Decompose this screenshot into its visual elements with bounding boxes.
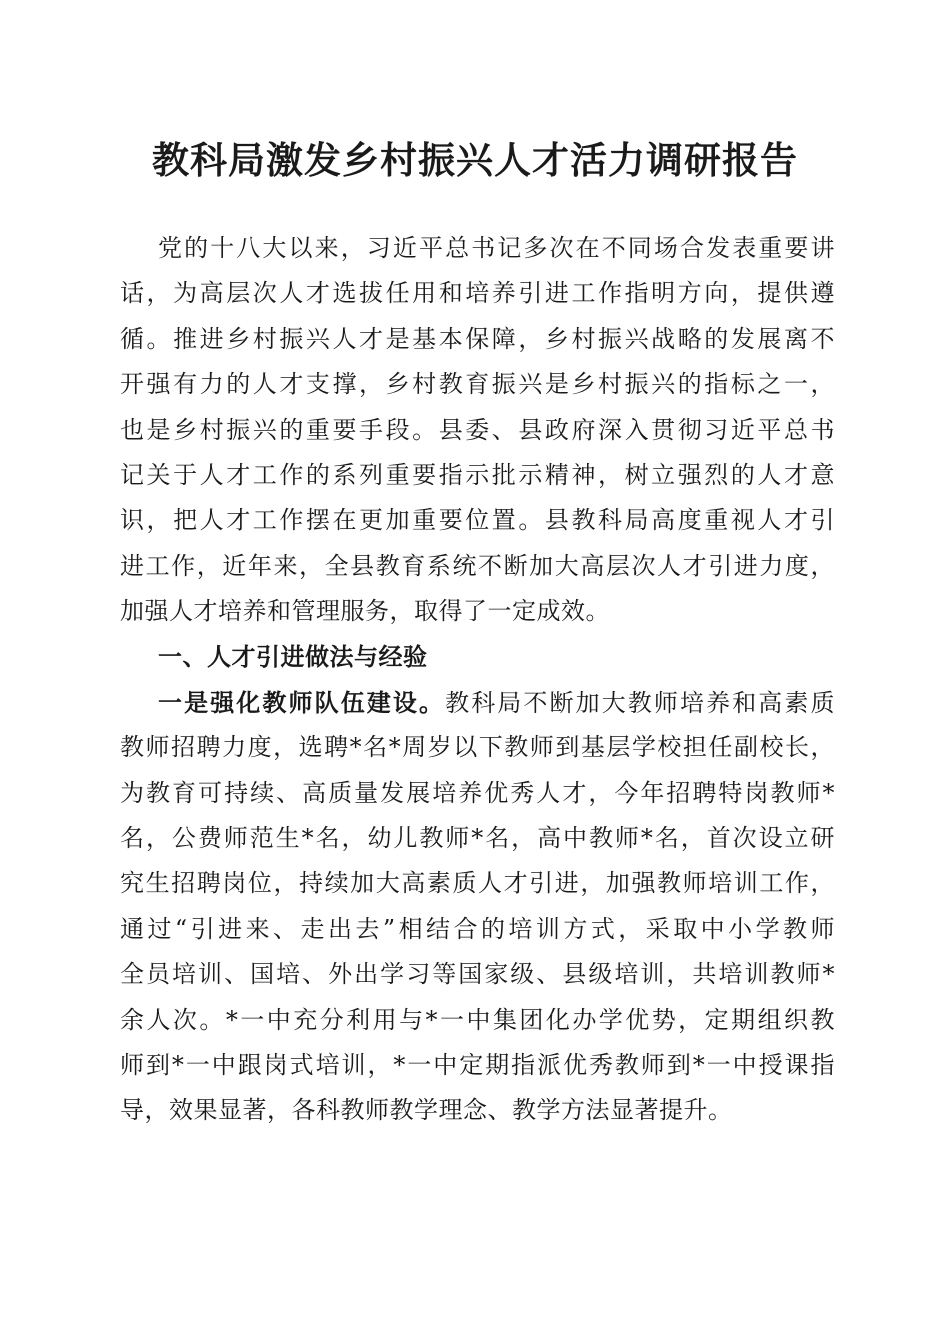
paragraph-text: 教科局不断加大教师培养和高素质	[445, 688, 836, 717]
paragraph-line: 记关于人才工作的系列重要指示批示精神，树立强烈的人才意	[120, 460, 835, 489]
paragraph-line: 余人次。*一中充分利用与*一中集团化办学优势，定期组织教	[120, 1005, 835, 1034]
paragraph-intro	[120, 226, 835, 635]
paragraph-line: 究生招聘岗位，持续加大高素质人才引进，加强教师培训工作，	[120, 869, 835, 898]
paragraph-line: 话，为高层次人才选拔任用和培养引进工作指明方向，提供遵	[120, 279, 835, 308]
paragraph-lead: 一是强化教师队伍建设。	[158, 687, 446, 717]
paragraph-teacher-team	[120, 680, 835, 1134]
paragraph-line: 教师招聘力度，选聘*名*周岁以下教师到基层学校担任副校长，	[120, 733, 835, 762]
paragraph-line: 识，把人才工作摆在更加重要位置。县教科局高度重视人才引	[120, 506, 835, 535]
paragraph-line: 师到*一中跟岗式培训，*一中定期指派优秀教师到*一中授课指	[120, 1051, 835, 1080]
paragraph-line: 进工作，近年来，全县教育系统不断加大高层次人才引进力度，	[120, 551, 835, 580]
paragraph-line: 为教育可持续、高质量发展培养优秀人才，今年招聘特岗教师*	[120, 778, 835, 807]
document-body	[120, 226, 835, 1134]
paragraph-line: 党的十八大以来，习近平总书记多次在不同场合发表重要讲	[158, 234, 835, 262]
paragraph-line: 加强人才培养和管理服务，取得了一定成效。	[120, 597, 610, 626]
paragraph-line: 通过“引进来、走出去”相结合的培训方式，采取中小学教师	[120, 914, 835, 943]
section-heading: 一、人才引进做法与经验	[158, 642, 428, 671]
paragraph-line: 循。推进乡村振兴人才是基本保障，乡村振兴战略的发展离不	[120, 324, 835, 353]
paragraph-line: 导，效果显著，各科教师教学理念、教学方法显著提升。	[120, 1096, 733, 1125]
paragraph-line: 开强有力的人才支撑，乡村教育振兴是乡村振兴的指标之一，	[120, 370, 835, 399]
paragraph-line: 名，公费师范生*名，幼儿教师*名，高中教师*名，首次设立研	[120, 824, 835, 853]
paragraph-line: 全员培训、国培、外出学习等国家级、县级培训，共培训教师*	[120, 960, 835, 989]
paragraph-line	[120, 680, 835, 725]
paragraph-line: 也是乡村振兴的重要手段。县委、县政府深入贯彻习近平总书	[120, 415, 835, 444]
document-title: 教科局激发乡村振兴人才活力调研报告	[152, 138, 798, 182]
